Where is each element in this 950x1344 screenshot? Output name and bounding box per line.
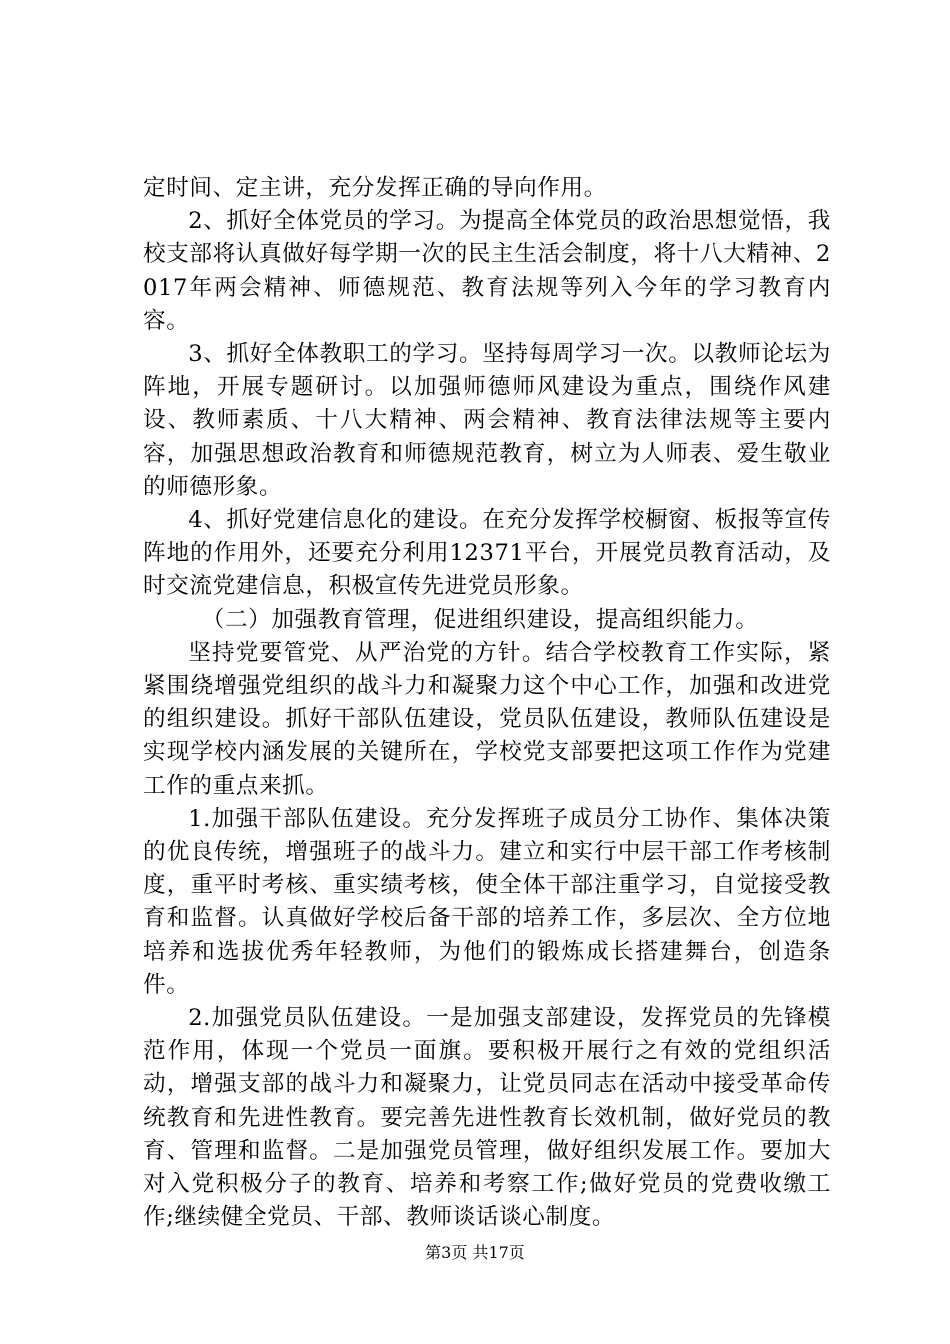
section-heading-education-management: （二）加强教育管理，促进组织建设，提高组织能力。 (201, 606, 759, 633)
paragraph-staff-study: 3、抓好全体教职工的学习。坚持每周学习一次。以教师论坛为阵地，开展专题研讨。以加强师德师风建设为重点，围绕作风建设、教师素质、十八大精神、两会精神、教育法律法规等主要内容，加强思想政治教育和师德规范教育，树立为人师表、爱生敬业的师德形象。 (143, 341, 831, 500)
paragraph-informatization: 4、抓好党建信息化的建设。在充分发挥学校橱窗、板报等宣传阵地的作用外，还要充分利用12371平台，开展党员教育活动，及时交流党建信息，积极宣传先进党员形象。 (143, 507, 831, 600)
paragraph-strict-governance: 坚持党要管党、从严治党的方针。结合学校教育工作实际，紧紧围绕增强党组织的战斗力和凝聚力这个中心工作，加强和改进党的组织建设。抓好干部队伍建设，党员队伍建设，教师队伍建设是实现学校内涵发展的关键所在，学校党支部要把这项工作作为党建工作的重点来抓。 (143, 639, 831, 799)
page-number: 第3页 共17页 (425, 1243, 525, 1262)
document-body (143, 172, 831, 1235)
paragraph-member-team: 2.加强党员队伍建设。一是加强支部建设，发挥党员的先锋模范作用，体现一个党员一面旗。要积极开展行之有效的党组织活动，增强支部的战斗力和凝聚力，让党员同志在活动中接受革命传统教育和先进性教育。要完善先进性教育长效机制，做好党员的教育、管理和监督。二是加强党员管理，做好组织发展工作。要加大对入党积极分子的教育、培养和考察工作;做好党员的党费收缴工作;继续健全党员、干部、教师谈话谈心制度。 (143, 1005, 831, 1231)
paragraph-party-member-study: 2、抓好全体党员的学习。为提高全体党员的政治思想觉悟，我校支部将认真做好每学期一次的民主生活会制度，将十八大精神、2017年两会精神、师德规范、教育法规等列入今年的学习教育内容。 (143, 208, 831, 334)
paragraph-continued: 定时间、定主讲，充分发挥正确的导向作用。 (143, 175, 607, 201)
paragraph-cadre-team: 1.加强干部队伍建设。充分发挥班子成员分工协作、集体决策的优良传统，增强班子的战斗力。建立和实行中层干部工作考核制度，重平时考核、重实绩考核，使全体干部注重学习，自觉接受教育和监督。认真做好学校后备干部的培养工作，多层次、全方位地培养和选拔优秀年轻教师，为他们的锻炼成长搭建舞台，创造条件。 (143, 805, 831, 998)
